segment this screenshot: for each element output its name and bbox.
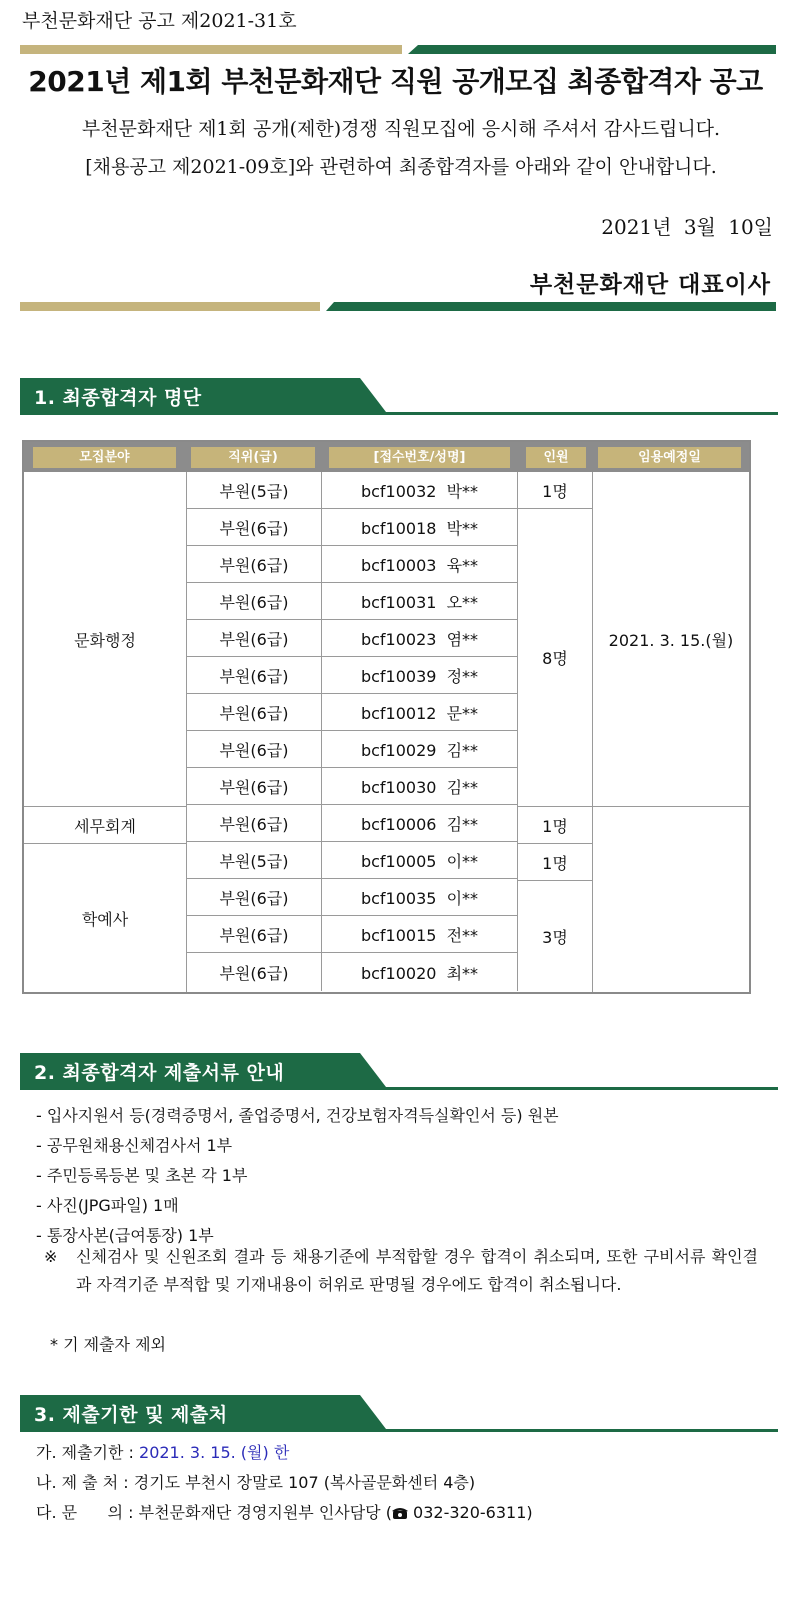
header-position: 직위(급) — [191, 447, 315, 468]
contact-label: 다. 문 의 : — [36, 1503, 139, 1522]
position-cell: 부원(6급) — [187, 620, 322, 657]
deadline-value: 2021. 3. 15. (월) 한 — [139, 1443, 290, 1462]
field-cell: 학예사 — [24, 844, 187, 992]
table-header-row — [24, 442, 749, 472]
header-divider-bar — [20, 45, 776, 54]
count-cell: 1명 — [518, 472, 593, 509]
applicant-cell: bcf10015 전** — [322, 916, 518, 953]
applicant-cell: bcf10020 최** — [322, 953, 518, 991]
place-value: 경기도 부천시 장말로 107 (복사골문화센터 4층) — [133, 1473, 476, 1492]
applicant-cell: bcf10012 문** — [322, 694, 518, 731]
applicant-cell: bcf10003 육** — [322, 546, 518, 583]
page-title: 2021년 제1회 부천문화재단 직원 공개모집 최종합격자 공고 — [28, 65, 763, 98]
reference-mark-icon: ※ — [44, 1247, 58, 1266]
position-cell: 부원(6급) — [187, 805, 322, 842]
position-cell: 부원(5급) — [187, 472, 322, 509]
position-cell: 부원(6급) — [187, 546, 322, 583]
position-cell: 부원(6급) — [187, 768, 322, 805]
contact-line — [36, 1500, 533, 1524]
signature-divider-bar — [20, 302, 776, 311]
phone-icon — [392, 1505, 408, 1524]
notice-date: 2021년 3월 10일 — [601, 215, 773, 239]
applicant-cell: bcf10030 김** — [322, 768, 518, 805]
applicant-cell: bcf10023 염** — [322, 620, 518, 657]
intro-line-2: [채용공고 제2021-09호]와 관련하여 최종합격자를 아래와 같이 안내합니다. — [85, 156, 717, 178]
section-1-header — [20, 378, 778, 418]
list-item: - 통장사본(급여통장) 1부 — [36, 1226, 214, 1245]
position-cell: 부원(6급) — [187, 509, 322, 546]
applicant-cell: bcf10035 이** — [322, 879, 518, 916]
section-2-header — [20, 1053, 778, 1093]
list-item: - 주민등록등본 및 초본 각 1부 — [36, 1166, 248, 1185]
contact-value-post: 032-320-6311) — [407, 1503, 533, 1522]
place-line — [36, 1470, 475, 1493]
applicant-cell: bcf10006 김** — [322, 805, 518, 842]
header-appointment-date: 임용예정일 — [598, 447, 741, 468]
applicant-cell: bcf10018 박** — [322, 509, 518, 546]
count-cell: 3명 — [518, 881, 593, 992]
list-item: - 입사지원서 등(경력증명서, 졸업증명서, 건강보험자격득실확인서 등) 원본 — [36, 1106, 559, 1125]
field-cell: 세무회계 — [24, 807, 187, 844]
header-applicant: [접수번호/성명] — [329, 447, 510, 468]
cancellation-note — [44, 1243, 758, 1299]
applicant-cell: bcf10031 오** — [322, 583, 518, 620]
position-cell: 부원(6급) — [187, 879, 322, 916]
section-3-header — [20, 1395, 778, 1435]
place-label: 나. 제 출 처 : — [36, 1473, 134, 1492]
position-cell: 부원(6급) — [187, 694, 322, 731]
contact-value-pre: 부천문화재단 경영지원부 인사담당 ( — [138, 1503, 392, 1522]
footnote: * 기 제출자 제외 — [50, 1335, 166, 1354]
section-3-title: 3. 제출기한 및 제출처 — [34, 1404, 228, 1426]
applicant-cell: bcf10039 정** — [322, 657, 518, 694]
count-cell: 1명 — [518, 844, 593, 881]
applicant-cell: bcf10029 김** — [322, 731, 518, 768]
required-documents-list — [36, 1101, 756, 1251]
deadline-label: 가. 제출기한 : — [36, 1443, 140, 1462]
position-cell: 부원(5급) — [187, 842, 322, 879]
applicant-cell: bcf10005 이** — [322, 842, 518, 879]
header-field: 모집분야 — [33, 447, 176, 468]
appointment-date-cell-empty — [593, 807, 749, 992]
applicant-cell: bcf10032 박** — [322, 472, 518, 509]
signatory: 부천문화재단 대표이사 — [529, 271, 771, 298]
field-cell: 문화행정 — [24, 472, 187, 807]
deadline-line — [36, 1440, 289, 1463]
position-cell: 부원(6급) — [187, 583, 322, 620]
position-cell: 부원(6급) — [187, 916, 322, 953]
count-cell: 1명 — [518, 807, 593, 844]
intro-line-1: 부천문화재단 제1회 공개(제한)경쟁 직원모집에 응시해 주셔서 감사드립니다. — [81, 118, 721, 140]
position-cell: 부원(6급) — [187, 953, 322, 991]
note-text: 신체검사 및 신원조회 결과 등 채용기준에 부적합할 경우 합격이 취소되며, 또한 구비서류 확인결과 자격기준 부적합 및 기재내용이 허위로 판명될 경우에도 합격이 취소됩니다. — [76, 1247, 758, 1294]
position-cell: 부원(6급) — [187, 731, 322, 768]
final-pass-table — [22, 440, 751, 994]
appointment-date-cell: 2021. 3. 15.(월) — [593, 472, 749, 807]
list-item: - 공무원채용신체검사서 1부 — [36, 1136, 233, 1155]
header-count: 인원 — [526, 447, 586, 468]
position-cell: 부원(6급) — [187, 657, 322, 694]
section-2-title: 2. 최종합격자 제출서류 안내 — [34, 1062, 285, 1084]
count-cell: 8명 — [518, 509, 593, 807]
list-item: - 사진(JPG파일) 1매 — [36, 1196, 179, 1215]
section-1-title: 1. 최종합격자 명단 — [34, 387, 202, 409]
notice-number: 부천문화재단 공고 제2021-31호 — [22, 10, 297, 32]
